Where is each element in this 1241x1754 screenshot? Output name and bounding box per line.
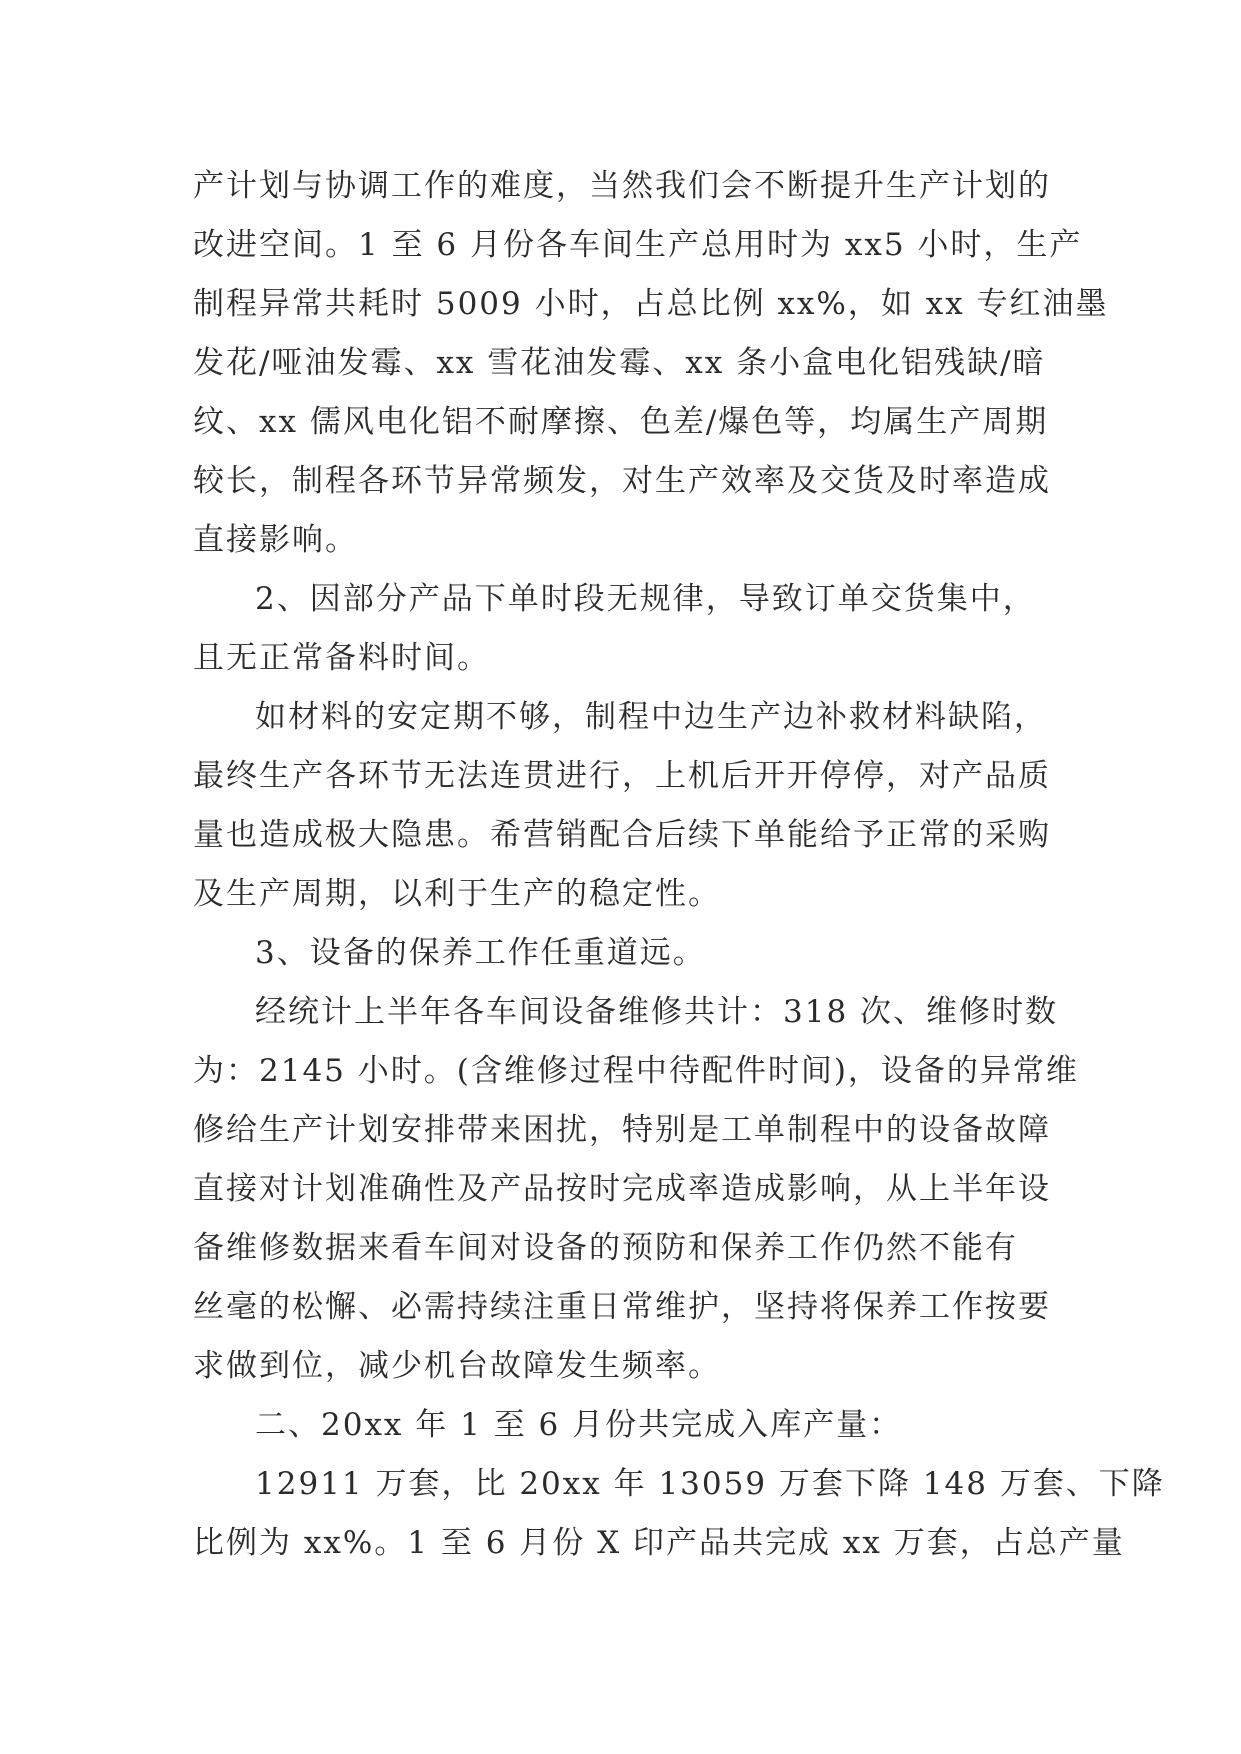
- text-line: 直接对计划准确性及产品按时完成率造成影响，从上半年设: [193, 1171, 1051, 1207]
- text-line: 直接影响。: [193, 522, 358, 558]
- text-line: 量也造成极大隐患。希营销配合后续下单能给予正常的采购: [193, 817, 1051, 853]
- text-line: 改进空间。1 至 6 月份各车间生产总用时为 xx5 小时，生产: [193, 227, 1083, 263]
- text-line: 及生产周期，以利于生产的稳定性。: [193, 876, 721, 912]
- text-line: 纹、xx 儒风电化铝不耐摩擦、色差/爆色等，均属生产周期: [193, 404, 1049, 440]
- text-line: 12911 万套，比 20xx 年 13059 万套下降 148 万套、下降: [255, 1466, 1165, 1502]
- text-line: 备维修数据来看车间对设备的预防和保养工作仍然不能有: [193, 1230, 1018, 1266]
- section-heading-2: 二、20xx 年 1 至 6 月份共完成入库产量：: [255, 1407, 903, 1443]
- text-line: 最终生产各环节无法连贯进行，上机后开开停停，对产品质: [193, 758, 1051, 794]
- text-line: 制程异常共耗时 5009 小时，占总比例 xx%，如 xx 专红油墨: [193, 286, 1109, 322]
- body-text: [193, 157, 1165, 1573]
- text-line: 产计划与协调工作的难度，当然我们会不断提升生产计划的: [193, 168, 1051, 204]
- text-line: 丝毫的松懈、必需持续注重日常维护，坚持将保养工作按要: [193, 1289, 1051, 1325]
- text-line: 修给生产计划安排带来困扰，特别是工单制程中的设备故障: [193, 1112, 1051, 1148]
- text-line: 且无正常备料时间。: [193, 640, 490, 676]
- paragraph-heading-2: 2、因部分产品下单时段无规律，导致订单交货集中，: [255, 581, 1036, 617]
- text-line: 较长，制程各环节异常频发，对生产效率及交货及时率造成: [193, 463, 1051, 499]
- paragraph-heading-3: 3、设备的保养工作任重道远。: [255, 935, 706, 971]
- text-line: 为：2145 小时。(含维修过程中待配件时间)，设备的异常维: [193, 1053, 1079, 1089]
- text-line: 比例为 xx%。1 至 6 月份 X 印产品共完成 xx 万套，占总产量: [193, 1525, 1125, 1561]
- text-line: 如材料的安定期不够，制程中边生产边补救材料缺陷，: [255, 699, 1047, 735]
- text-line: 发花/哑油发霉、xx 雪花油发霉、xx 条小盒电化铝残缺/暗: [193, 345, 1046, 381]
- text-line: 求做到位，减少机台故障发生频率。: [193, 1348, 721, 1384]
- text-line: 经统计上半年各车间设备维修共计：318 次、维修时数: [255, 994, 1059, 1030]
